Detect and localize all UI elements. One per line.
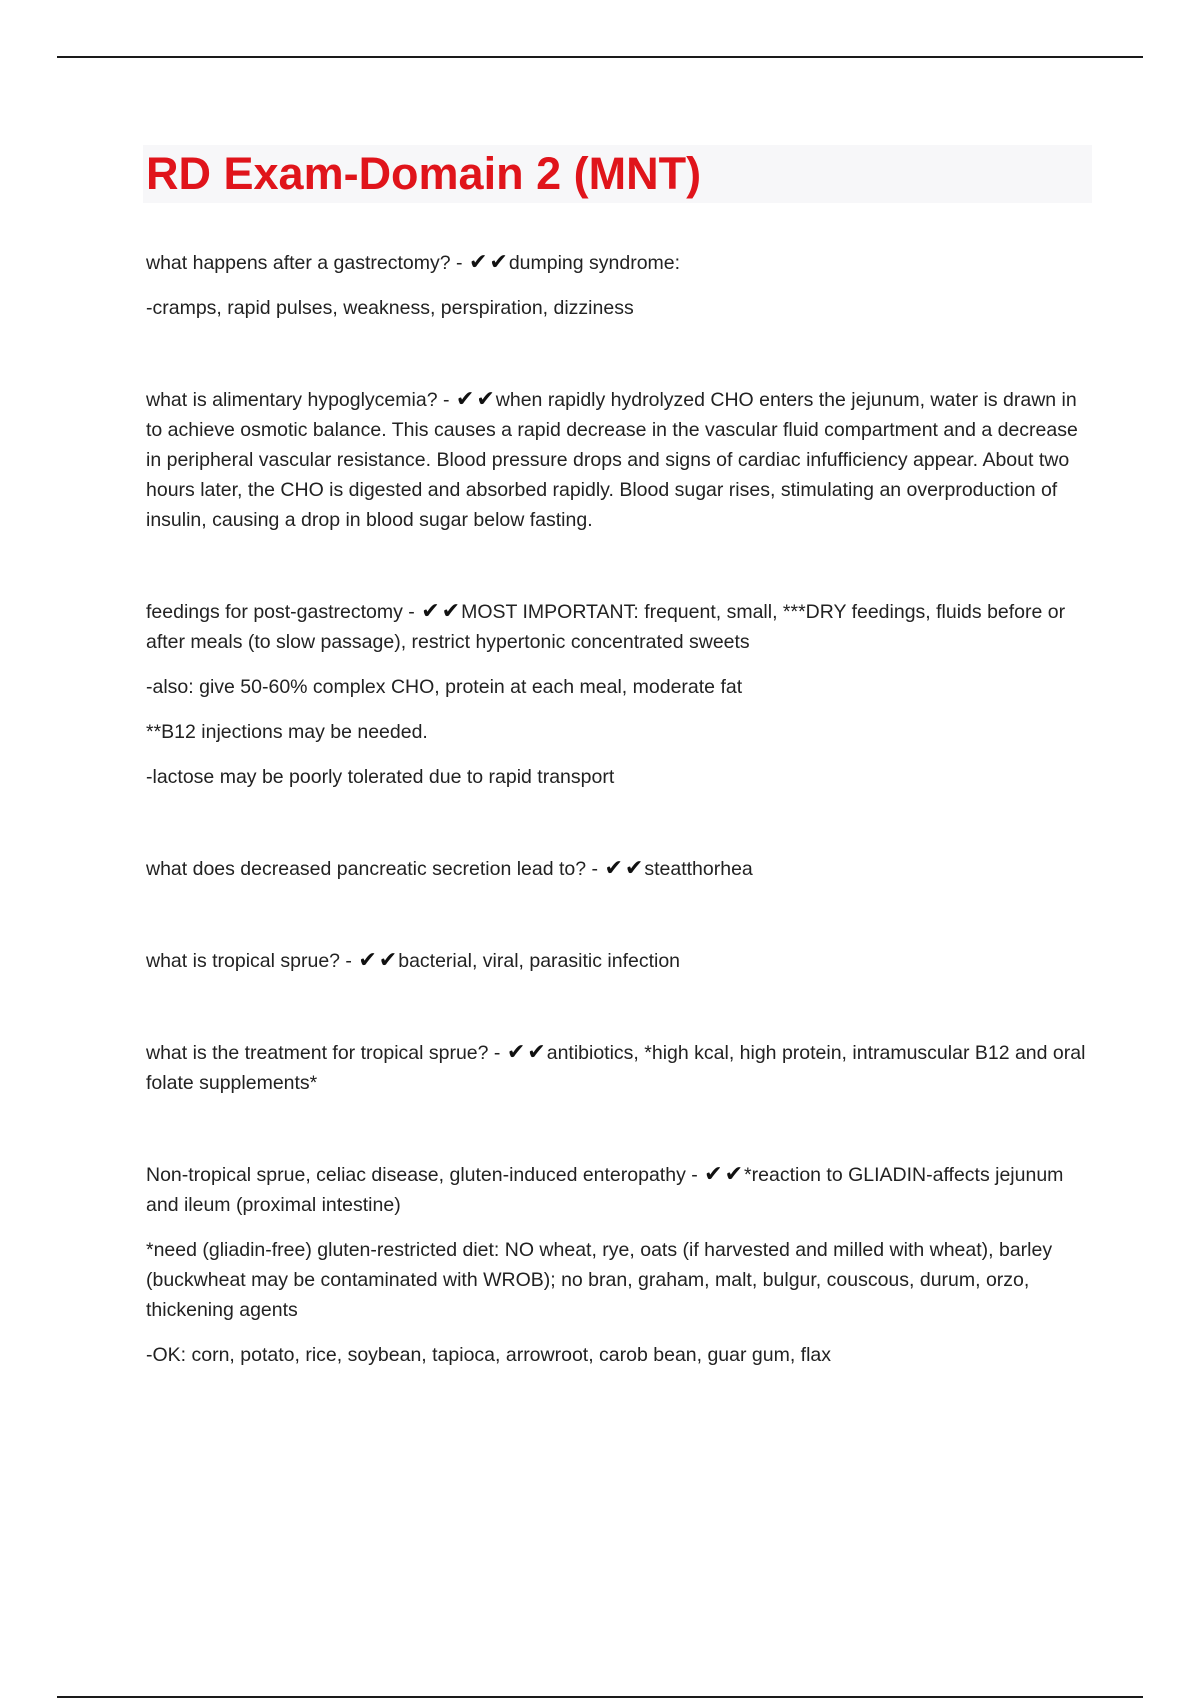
flashcard-question: what does decreased pancreatic secretion lead to? [146, 858, 587, 880]
flashcard-answer: steatthorhea [644, 858, 753, 880]
checkmark-icon: ✔ [527, 1039, 546, 1064]
question-separator: - [685, 1164, 704, 1186]
question-separator: - [402, 601, 421, 623]
checkmark-icon: ✔ [378, 947, 398, 972]
flashcard-answer: *reaction to GLIADIN-affects jejunum and ileum (proximal intestine) [146, 1164, 1064, 1216]
flashcard-question: what is alimentary hypoglycemia? [146, 389, 438, 411]
question-separator: - [340, 950, 358, 972]
flashcard [146, 946, 1091, 976]
flashcard-question-line [146, 597, 1091, 657]
checkmark-icon: ✔ [468, 249, 488, 274]
flashcard-answer: bacterial, viral, parasitic infection [398, 950, 681, 972]
flashcard-answer-detail: *need (gliadin-free) gluten-restricted diet: NO wheat, rye, oats (if harvested and milled with wheat), barley (buckwheat may be contaminated with WROB); no bran, graham, malt, bulgur, couscous, durum, orzo, thickening agents [146, 1239, 1053, 1321]
flashcard-question: what is the treatment for tropical sprue? [146, 1042, 489, 1064]
flashcard [146, 385, 1091, 535]
flashcard-answer-detail: -OK: corn, potato, rice, soybean, tapioca, arrowroot, carob bean, guar gum, flax [146, 1344, 832, 1366]
checkmark-icon: ✔ [358, 947, 377, 972]
flashcard-answer-detail: -also: give 50-60% complex CHO, protein at each meal, moderate fat [146, 676, 743, 698]
flashcard-question: what happens after a gastrectomy? [146, 252, 451, 274]
flashcard-answer: MOST IMPORTANT: frequent, small, ***DRY feedings, fluids before or after meals (to slow passage), restrict hypertonic concentrated sweets [146, 601, 1066, 653]
flashcard-question-line [146, 1160, 1091, 1220]
question-separator: - [586, 858, 604, 880]
question-separator: - [450, 252, 468, 274]
bottom-rule [57, 1696, 1143, 1698]
flashcard-list [146, 248, 1091, 1370]
flashcard-answer: when rapidly hydrolyzed CHO enters the jejunum, water is drawn in to achieve osmotic balance. This causes a rapid decrease in the vascular fluid compartment and a decrease in peripheral vascular resistance. Blood pressure drops and signs of cardiac infufficiency appear. About two hours later, the CHO is digested and absorbed rapidly. Blood sugar rises, stimulating an overproduction of insulin, causing a drop in blood sugar below fasting. [146, 389, 1078, 531]
checkmark-icon: ✔ [455, 386, 475, 411]
flashcard-answer: dumping syndrome: [508, 252, 681, 274]
checkmark-icon: ✔ [421, 598, 440, 623]
checkmark-icon: ✔ [624, 855, 644, 880]
flashcard-answer: antibiotics, *high kcal, high protein, intramuscular B12 and oral folate supplements* [146, 1042, 1086, 1094]
flashcard-answer-detail: -cramps, rapid pulses, weakness, perspiration, dizziness [146, 297, 634, 319]
flashcard-question-line [146, 248, 1091, 278]
question-separator: - [437, 389, 455, 411]
checkmark-icon: ✔ [489, 249, 508, 274]
checkmark-icon: ✔ [724, 1161, 744, 1186]
flashcard-question: feedings for post-gastrectomy [146, 601, 403, 623]
checkmark-icon: ✔ [704, 1161, 723, 1186]
document-title: RD Exam-Domain 2 (MNT) [146, 148, 702, 199]
flashcard [146, 248, 1091, 323]
question-separator: - [488, 1042, 506, 1064]
flashcard-answer-detail: -lactose may be poorly tolerated due to rapid transport [146, 766, 615, 788]
flashcard-question-line [146, 854, 1091, 884]
checkmark-icon: ✔ [441, 598, 461, 623]
checkmark-icon: ✔ [506, 1039, 526, 1064]
checkmark-icon: ✔ [604, 855, 623, 880]
flashcard-question: Non-tropical sprue, celiac disease, gluten-induced enteropathy [146, 1164, 686, 1186]
flashcard [146, 1038, 1091, 1098]
top-rule [57, 56, 1143, 58]
flashcard-question-line [146, 1038, 1091, 1098]
checkmark-icon: ✔ [476, 386, 495, 411]
flashcard-question-line [146, 385, 1091, 535]
flashcard-question-line [146, 946, 1091, 976]
flashcard [146, 597, 1091, 792]
flashcard-answer-detail: **B12 injections may be needed. [146, 721, 428, 743]
flashcard [146, 1160, 1091, 1370]
flashcard [146, 854, 1091, 884]
flashcard-question: what is tropical sprue? [146, 950, 341, 972]
